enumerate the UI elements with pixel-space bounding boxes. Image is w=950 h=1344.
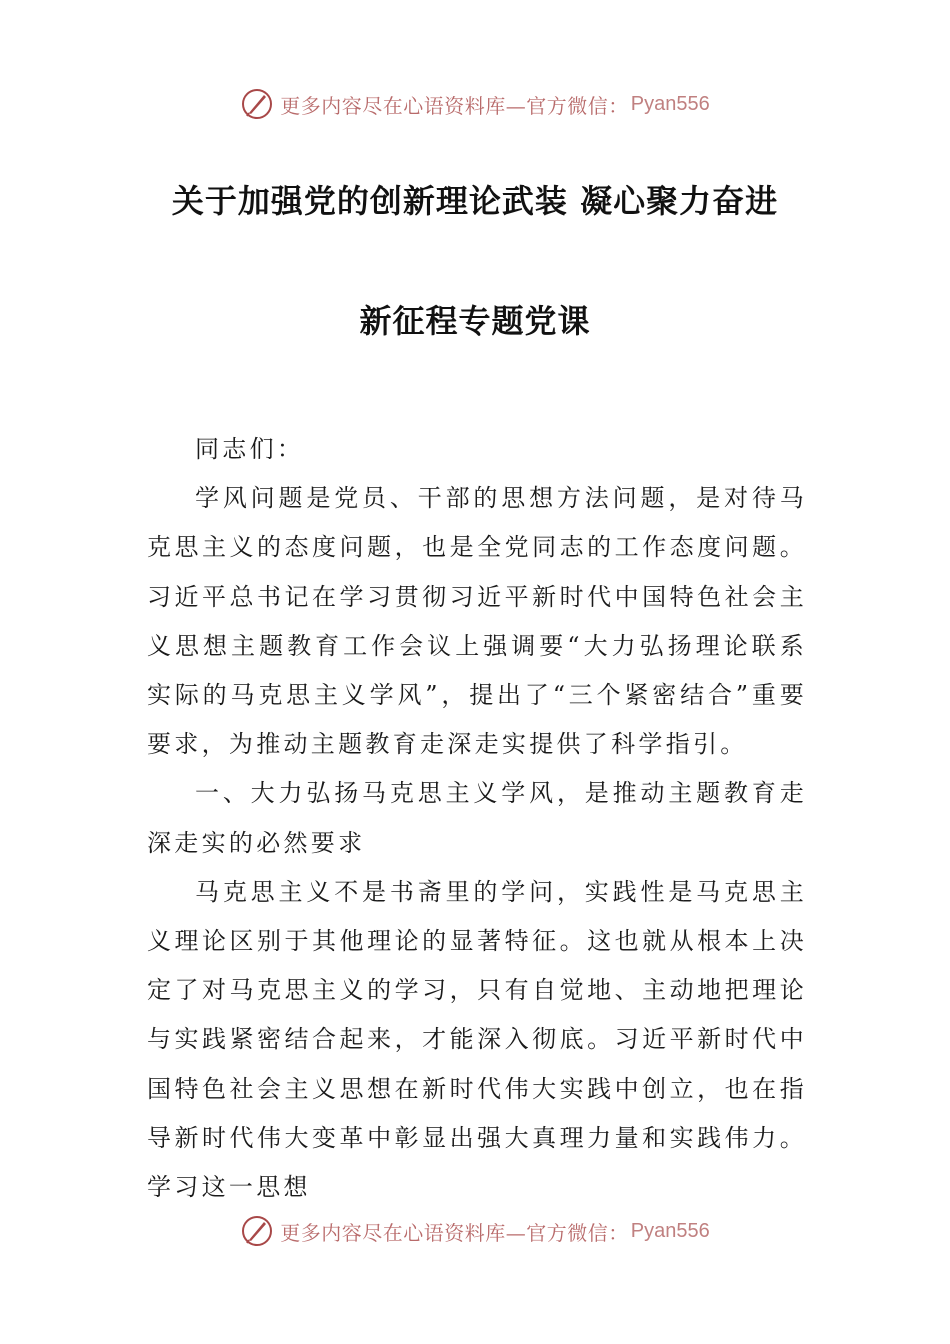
watermark-footer bbox=[0, 1211, 950, 1251]
document-body bbox=[147, 425, 807, 1212]
document-title-line-2: 新征程专题党课 bbox=[359, 302, 591, 340]
watermark-wechat-id: Pyan556 bbox=[630, 92, 710, 115]
body-paragraph: 马克思主义不是书斋里的学问，实践性是马克思主义理论区别于其他理论的显著特征。这也就从根本上决定了对马克思主义的学习，只有自觉地、主动地把理论与实践紧密结合起来，才能深入彻底。习近平新时代中国特色社会主义思想在新时代伟大实践中创立，也在指导新时代伟大变革中彰显出强大真理力量和实践伟力。学习这一思想 bbox=[147, 877, 807, 1202]
watermark-text: 更多内容尽在心语资料库—官方微信： bbox=[280, 1220, 629, 1245]
watermark-header bbox=[0, 84, 950, 124]
salutation: 同志们： bbox=[195, 435, 305, 463]
quill-logo-icon bbox=[240, 87, 274, 121]
section-heading: 一、大力弘扬马克思主义学风，是推动主题教育走深走实的必然要求 bbox=[147, 779, 807, 857]
watermark-wechat-id: Pyan556 bbox=[630, 1219, 710, 1242]
document-title-line-1: 关于加强党的创新理论武装 凝心聚力奋进 bbox=[171, 182, 779, 220]
body-paragraph: 学风问题是党员、干部的思想方法问题，是对待马克思主义的态度问题，也是全党同志的工作态度问题。习近平总书记在学习贯彻习近平新时代中国特色社会主义思想主题教育工作会议上强调要“大力弘扬理论联系实际的马克思主义学风”，提出了“三个紧密结合”重要要求，为推动主题教育走深走实提供了科学指引。 bbox=[147, 484, 807, 759]
watermark-text: 更多内容尽在心语资料库—官方微信： bbox=[280, 93, 629, 118]
quill-logo-icon bbox=[240, 1214, 274, 1248]
